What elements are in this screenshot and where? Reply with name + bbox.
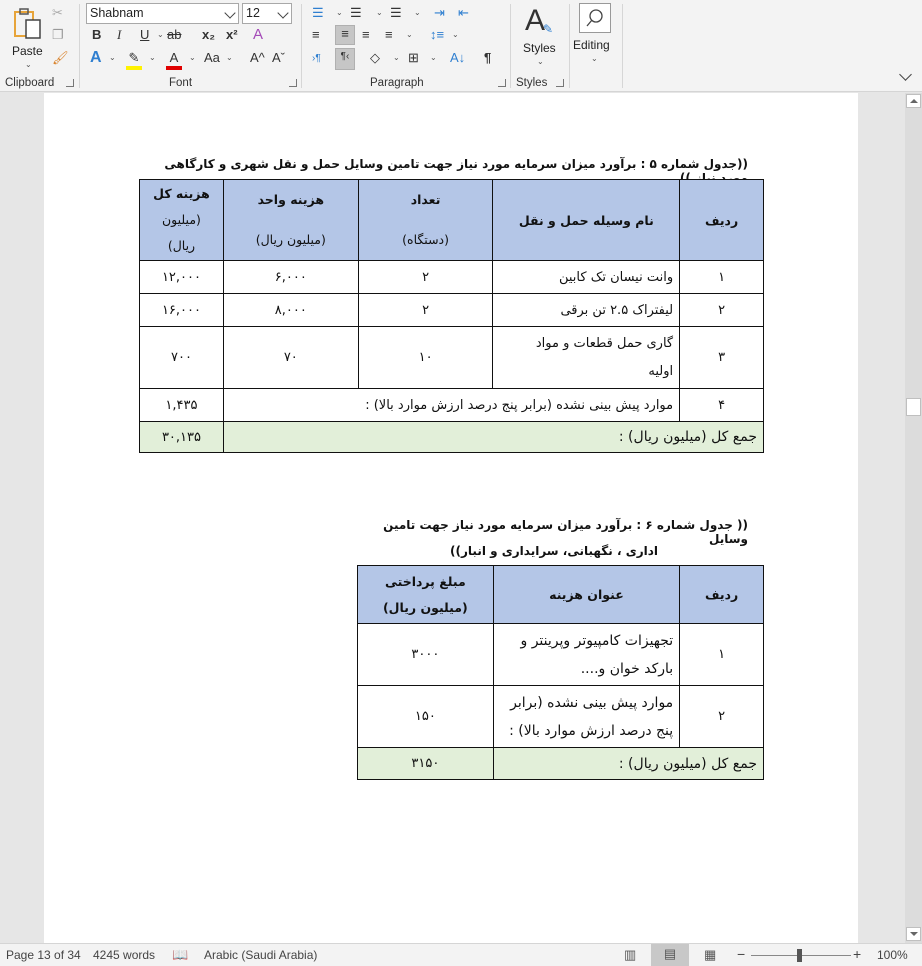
vehicle-name: گاری حمل قطعات و مواد اولیه [493, 327, 680, 389]
table-row [358, 686, 764, 748]
table6-caption-line2: اداری ، نگهبانی، سرایداری و انبار)) [450, 544, 658, 558]
font-size-value: 12 [246, 6, 260, 20]
total-cost: ۱,۴۳۵ [140, 389, 224, 422]
styles-dialog-launcher[interactable] [556, 79, 564, 87]
borders-icon[interactable]: ⊞ [408, 50, 419, 65]
highlight-dropdown-icon[interactable]: ⌄ [149, 53, 156, 62]
styles-label: Styles [523, 41, 556, 55]
zoom-in-button[interactable]: + [853, 946, 862, 962]
header-total-cost: هزینه کل (میلیون ریال) [140, 180, 224, 261]
table-row [140, 294, 764, 327]
paragraph-dialog-launcher[interactable] [498, 79, 506, 87]
subscript-button[interactable]: x₂ [202, 27, 216, 42]
paragraph-group-label: Paragraph [370, 77, 424, 89]
line-spacing-icon[interactable]: ↕≡ [430, 27, 445, 42]
header-vehicle-name: نام وسیله حمل و نقل [493, 180, 680, 261]
font-family-combo[interactable] [86, 3, 239, 24]
read-mode-icon[interactable]: ▥ [624, 947, 637, 962]
separator [569, 4, 570, 88]
borders-dropdown-icon[interactable]: ⌄ [430, 53, 437, 62]
count: ۲ [358, 294, 493, 327]
italic-button[interactable]: I [117, 27, 122, 42]
header-amount: مبلغ پرداختی (میلیون ریال) [358, 566, 494, 624]
zoom-level[interactable]: 100% [877, 948, 908, 962]
multilevel-dropdown-icon[interactable]: ⌄ [414, 8, 421, 17]
word-count[interactable]: 4245 words [93, 948, 156, 962]
font-color-dropdown-icon[interactable]: ⌄ [189, 53, 196, 62]
table6-caption-line1: (( جدول شماره ۶ : برآورد میزان سرمایه مورد نیاز جهت تامین وسایل [383, 518, 748, 546]
table-header-row [358, 566, 764, 624]
table5-caption: ((جدول شماره ۵ : برآورد میزان سرمایه مورد نیاز جهت تامین وسایل حمل و نقل شهری و کارگاهی مورد نیاز )) [164, 157, 748, 185]
arrow-down-icon [910, 932, 918, 936]
shrink-font-button[interactable]: Aˇ [272, 50, 285, 65]
table-row [140, 327, 764, 389]
numbering-dropdown-icon[interactable]: ⌄ [376, 8, 383, 17]
paste-label: Paste [12, 44, 43, 58]
font-color-icon[interactable]: A [166, 50, 182, 70]
justify-dropdown-icon[interactable]: ⌄ [406, 30, 413, 39]
web-layout-icon[interactable]: ▦ [704, 947, 717, 962]
amount: ۱۵۰ [358, 686, 494, 748]
font-group [80, 0, 300, 92]
font-dialog-launcher[interactable] [289, 79, 297, 87]
cut-icon[interactable]: ✂ [52, 5, 63, 20]
clipboard-dialog-launcher[interactable] [66, 79, 74, 87]
decrease-indent-icon[interactable]: ⇥ [434, 5, 445, 20]
cost-title: تجهیزات کامپیوتر وپرینتر و بارکد خوان و.... [493, 624, 680, 686]
sort-icon[interactable]: A↓ [450, 50, 466, 65]
styles-group-label: Styles [516, 77, 548, 89]
page-count[interactable]: Page 13 of 34 [6, 948, 81, 962]
print-layout-icon[interactable]: ▤ [651, 944, 689, 966]
unit-cost: ۷۰ [223, 327, 358, 389]
table-row [140, 261, 764, 294]
row-no: ۳ [680, 327, 764, 389]
count: ۱۰ [358, 327, 493, 389]
row-no: ۲ [680, 294, 764, 327]
rtl-direction-icon[interactable]: ¶‹ [335, 48, 355, 70]
align-right-icon[interactable]: ≡ [362, 27, 370, 42]
search-icon [579, 3, 611, 33]
total-cost: ۱۶,۰۰۰ [140, 294, 224, 327]
multilevel-list-icon[interactable]: ☰ [390, 5, 402, 20]
editing-label: Editing [573, 38, 610, 52]
font-family-value: Shabnam [90, 6, 144, 20]
show-formatting-button[interactable]: ¶ [484, 50, 492, 65]
format-painter-icon[interactable]: 🖌 [52, 50, 69, 65]
vertical-scrollbar[interactable] [905, 93, 922, 943]
header-row-no: ردیف [680, 566, 764, 624]
text-effects-dropdown-icon[interactable]: ⌄ [109, 53, 116, 62]
separator [622, 4, 623, 88]
grand-total-label: جمع کل (میلیون ریال) : [223, 422, 763, 453]
clipboard-group-label: Clipboard [5, 77, 55, 89]
justify-icon[interactable]: ≡ [385, 27, 393, 42]
scroll-up-button[interactable] [906, 94, 921, 108]
header-count: تعداد (دستگاه) [358, 180, 493, 261]
bullets-dropdown-icon[interactable]: ⌄ [336, 8, 343, 17]
grand-total-value: ۳۰,۱۳۵ [140, 422, 224, 453]
align-center-icon[interactable]: ≡ [335, 25, 355, 45]
unit-cost: ۸,۰۰۰ [223, 294, 358, 327]
scroll-down-button[interactable] [906, 927, 921, 941]
change-case-button[interactable]: Aa [204, 50, 220, 65]
shading-dropdown-icon[interactable]: ⌄ [393, 53, 400, 62]
paragraph-group [302, 0, 510, 92]
unforeseen-row [140, 389, 764, 422]
grand-total-value: ۳۱۵۰ [358, 748, 494, 780]
table-header-row [140, 180, 764, 261]
font-size-combo[interactable] [242, 3, 292, 24]
cost-title: موارد پیش بینی نشده (برابر پنج درصد ارزش موارد بالا) : [493, 686, 680, 748]
bullets-icon[interactable]: ☰ [312, 5, 324, 20]
text-effects-icon[interactable]: A [90, 49, 102, 66]
language[interactable]: Arabic (Saudi Arabia) [204, 948, 318, 962]
zoom-slider-thumb[interactable] [797, 949, 802, 962]
vehicle-name: وانت نیسان تک کابین [493, 261, 680, 294]
grand-total-row [140, 422, 764, 453]
amount: ۳۰۰۰ [358, 624, 494, 686]
numbering-icon[interactable]: ☰ [350, 5, 362, 20]
copy-icon[interactable]: ❐ [52, 27, 64, 42]
scroll-thumb[interactable] [906, 398, 921, 416]
paste-button[interactable] [8, 4, 48, 68]
grand-total-label: جمع کل (میلیون ریال) : [493, 748, 763, 780]
styles-chevron-icon: ⌄ [537, 57, 544, 66]
underline-dropdown-icon[interactable]: ⌄ [157, 30, 164, 39]
styles-brush-icon: ✎ [543, 22, 554, 36]
total-cost: ۷۰۰ [140, 327, 224, 389]
table-row [358, 624, 764, 686]
page[interactable] [44, 93, 858, 943]
styles-button[interactable] [519, 4, 563, 68]
total-cost: ۱۲,۰۰۰ [140, 261, 224, 294]
strikethrough-button[interactable]: ab [167, 27, 182, 42]
shading-icon[interactable]: ◇ [370, 50, 380, 65]
row-no: ۲ [680, 686, 764, 748]
row-no: ۱ [680, 624, 764, 686]
zoom-out-button[interactable]: − [737, 946, 746, 962]
line-spacing-dropdown-icon[interactable]: ⌄ [452, 30, 459, 39]
row-no: ۱ [680, 261, 764, 294]
editing-button[interactable] [572, 3, 618, 67]
chevron-down-icon [224, 7, 235, 18]
collapse-ribbon-icon[interactable] [899, 68, 912, 81]
highlight-icon[interactable]: ✎ [126, 50, 142, 70]
chevron-down-icon [277, 7, 288, 18]
grow-font-button[interactable]: A^ [250, 50, 265, 65]
ltr-direction-icon[interactable]: ›¶ [312, 53, 321, 64]
document-area [0, 93, 905, 943]
superscript-button[interactable]: x² [226, 27, 238, 42]
styles-group [511, 0, 569, 92]
paste-chevron-icon: ⌄ [25, 60, 32, 69]
header-unit-cost: هزینه واحد (میلیون ریال) [223, 180, 358, 261]
table5 [139, 179, 764, 453]
proofing-icon[interactable]: 📖 [172, 947, 189, 962]
ribbon [0, 0, 922, 92]
table6 [357, 565, 764, 780]
grand-total-row [358, 748, 764, 780]
change-case-dropdown-icon[interactable]: ⌄ [226, 53, 233, 62]
paste-icon [12, 6, 44, 42]
bold-button[interactable]: B [92, 27, 102, 42]
clear-formatting-icon[interactable]: A [253, 26, 264, 43]
count: ۲ [358, 261, 493, 294]
arrow-up-icon [910, 99, 918, 103]
font-group-label: Font [169, 77, 193, 89]
clipboard-group [0, 0, 80, 92]
increase-indent-icon[interactable]: ⇤ [458, 5, 469, 20]
header-row-no: ردیف [680, 180, 764, 261]
vehicle-name: لیفتراک ۲.۵ تن برقی [493, 294, 680, 327]
header-cost-title: عنوان هزینه [493, 566, 680, 624]
unforeseen-label: موارد پیش بینی نشده (برابر پنج درصد ارزش موارد بالا) : [223, 389, 679, 422]
unit-cost: ۶,۰۰۰ [223, 261, 358, 294]
align-left-icon[interactable]: ≡ [312, 27, 320, 42]
row-no: ۴ [680, 389, 764, 422]
underline-button[interactable]: U [140, 27, 150, 42]
styles-icon: A [525, 4, 546, 37]
status-bar [0, 943, 922, 966]
editing-chevron-icon: ⌄ [591, 54, 598, 63]
